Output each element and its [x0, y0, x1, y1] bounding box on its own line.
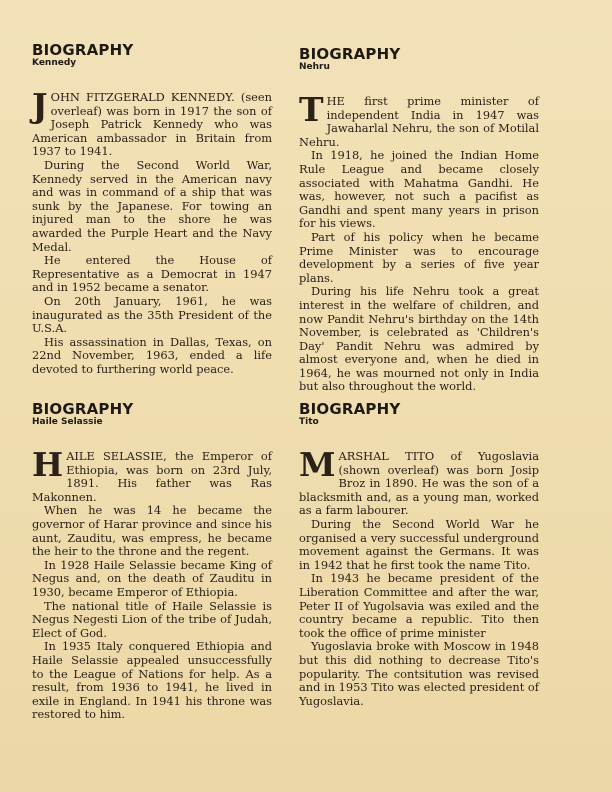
paragraph: In 1918, he joined the Indian Home Rule League and became closely associated with Mahatma Gandhi. He was, however, not such a pacifist as Gandhi and spent many years in prison for his views.	[299, 148, 539, 231]
drop-cap: H	[32, 445, 64, 484]
paragraph: MARSHAL TITO of Yugoslavia (shown overleaf) was born Josip Broz in 1890. He was the son of a blacksmith and, as a young man, worked as a farm labourer.	[299, 445, 539, 518]
paragraph: THE first prime minister of independent India in 1947 was Jawaharlal Nehru, the son of Motilal Nehru.	[299, 90, 539, 149]
card-body	[299, 90, 539, 394]
card-kennedy	[32, 42, 272, 376]
card-tito	[299, 401, 539, 708]
card-heading: BIOGRAPHY	[299, 400, 401, 418]
paragraph: During his life Nehru took a great interest in the welfare of children, and now Pandit Nehru's birthday on the 14th November, is celebrated as 'Children's Day' Pandit Nehru was admired by almost everyone and, when he died in 1964, he was mourned not only in India but also throughout the world.	[299, 284, 539, 394]
card-body	[299, 445, 539, 708]
paragraph: In 1928 Haile Selassie became King of Negus and, on the death of Zauditu in 1930, became Emperor of Ethiopia.	[32, 557, 272, 599]
drop-cap: M	[299, 445, 336, 484]
paragraph: During the Second World War, Kennedy served in the American navy and was in command of a ship that was sunk by the Japanese. For towing an injured man to the shore he was awarded the Purple Heart and the Navy Medal.	[32, 157, 272, 254]
drop-cap: T	[299, 90, 324, 129]
card-subject: Tito	[299, 417, 319, 427]
card-subject: Haile Selassie	[32, 417, 103, 427]
paragraph: When he was 14 he became the governor of Harar province and since his aunt, Zauditu, was empress, he became the heir to the throne and the regent.	[32, 503, 272, 559]
card-subject: Kennedy	[32, 58, 77, 68]
drop-cap: J	[32, 86, 48, 125]
paragraph: In 1935 Italy conquered Ethiopia and Haile Selassie appealed unsuccessfully to the League of Nations for help. As a result, from 1936 to 1941, he lived in exile in England. In 1941 his throne was restored to him.	[32, 639, 272, 722]
card-haile-selassie	[32, 401, 272, 722]
card-nehru	[299, 46, 539, 394]
paragraph: He entered the House of Representative as a Democrat in 1947 and in 1952 became a senator.	[32, 253, 272, 295]
card-subject: Nehru	[299, 62, 330, 72]
card-heading: BIOGRAPHY	[32, 41, 134, 59]
card-body	[32, 86, 272, 376]
paragraph: On 20th January, 1961, he was inaugurated as the 35th President of the U.S.A.	[32, 293, 272, 336]
paragraph: The national title of Haile Selassie is Negus Negesti Lion of the tribe of Judah, Elect of God.	[32, 598, 272, 640]
paragraph: HAILE SELASSIE, the Emperor of Ethiopia, was born on 23rd July, 1891. His father was Ras Makonnen.	[32, 445, 272, 504]
paragraph: JOHN FITZGERALD KENNEDY. (seen overleaf) was born in 1917 the son of Joseph Patrick Kennedy who was American ambassador in Britain from 1937 to 1941.	[32, 86, 272, 159]
card-body	[32, 445, 272, 722]
paragraph: During the Second World War he organised a very successful underground movement against the Germans. It was in 1942 that he first took the name Tito.	[299, 516, 539, 572]
paragraph: Part of his policy when he became Prime Minister was to encourage development by a series of five year plans.	[299, 229, 539, 285]
paragraph: His assassination in Dallas, Texas, on 22nd November, 1963, ended a life devoted to furthering world peace.	[32, 334, 272, 376]
card-heading: BIOGRAPHY	[32, 400, 134, 418]
paragraph: In 1943 he became president of the Liberation Committee and after the war, Peter II of Yugolsavia was exiled and the country became a republic. Tito then took the office of prime minister	[299, 571, 539, 640]
card-heading: BIOGRAPHY	[299, 45, 401, 63]
paragraph: Yugoslavia broke with Moscow in 1948 but this did nothing to decrease Tito's popularity. The contsitution was revised and in 1953 Tito was elected president of Yugoslavia.	[299, 639, 539, 708]
